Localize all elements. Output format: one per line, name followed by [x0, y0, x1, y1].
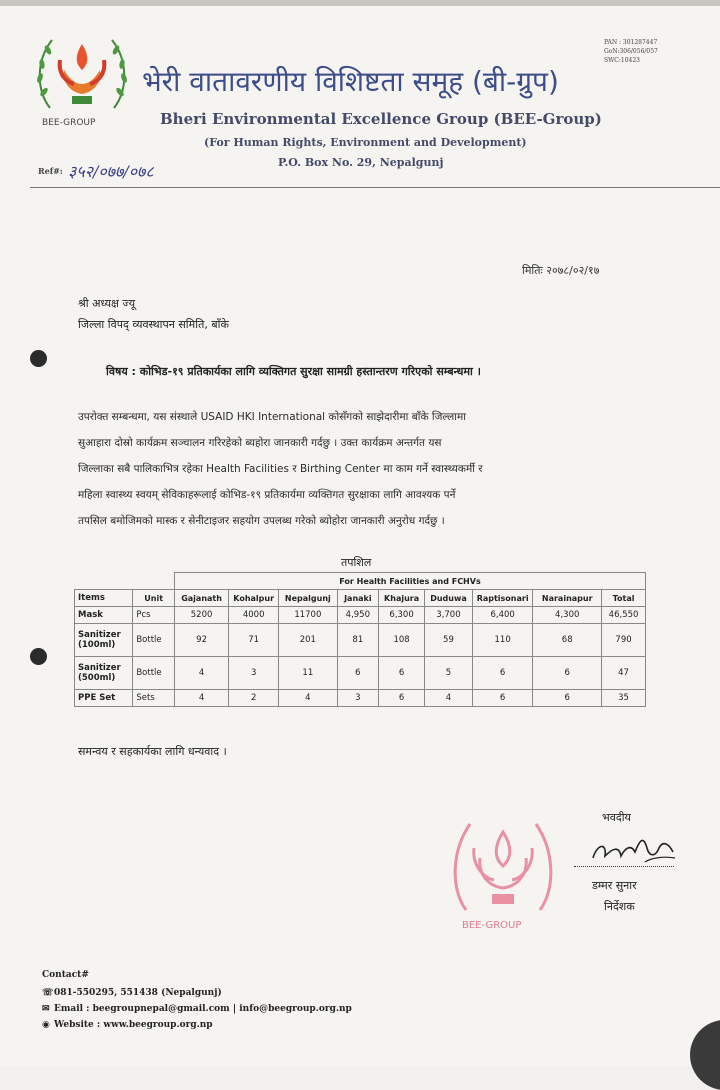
table-cell: 6: [379, 657, 425, 690]
contact-title: Contact#: [42, 970, 89, 980]
table-cell: 4000: [229, 607, 279, 624]
org-name-nepali: भेरी वातावरणीय विशिष्टता समूह (बी-ग्रुप): [142, 65, 559, 98]
table-cell: 2: [229, 690, 279, 707]
row-unit: Bottle: [133, 657, 175, 690]
recipient-line: श्री अध्यक्ष ज्यू: [78, 297, 136, 310]
table-header-row: [75, 590, 646, 607]
table-cell: 5: [425, 657, 473, 690]
table-cell: 6,400: [472, 607, 532, 624]
contact-phone: 081-550295, 551438 (Nepalgunj): [54, 988, 222, 998]
col-header: Duduwa: [425, 590, 473, 607]
organization-logo-icon: [30, 30, 134, 116]
table-cell: 68: [533, 624, 602, 657]
body-line: उपरोक्त सम्बन्धमा, यस संस्थाले USAID HKI International कोसँगको साझेदारीमा बाँके जिल्लामा: [78, 411, 466, 423]
table-cell: 108: [379, 624, 425, 657]
col-header: Gajanath: [175, 590, 229, 607]
signature-line: [574, 866, 674, 867]
signer-title: निर्देशक: [604, 900, 635, 913]
table-cell: 6: [472, 690, 532, 707]
table-row: [75, 690, 646, 707]
ref-number: ३५२/०७७/०७८: [68, 162, 154, 181]
table-group-header-row: [75, 573, 646, 590]
table-cell: 11700: [279, 607, 337, 624]
org-name-english: Bheri Environmental Excellence Group (BEE-Group): [160, 110, 602, 128]
table-cell: 6: [472, 657, 532, 690]
row-item: PPE Set: [75, 690, 133, 707]
table-cell: 4: [175, 690, 229, 707]
header-divider: [30, 187, 720, 188]
contact-website: Website : www.beegroup.org.np: [54, 1020, 213, 1030]
col-header: Nepalgunj: [279, 590, 337, 607]
col-header: Unit: [133, 590, 175, 607]
letter-date: मितिः २०७८/०२/१७: [522, 264, 600, 277]
top-edge: [0, 0, 720, 6]
row-unit: Sets: [133, 690, 175, 707]
table-cell: 81: [337, 624, 379, 657]
table-row: [75, 624, 646, 657]
globe-icon: ◉: [42, 1020, 50, 1030]
table-cell: 4: [425, 690, 473, 707]
contact-phone-line: [42, 988, 222, 998]
row-item: Sanitizer (100ml): [75, 624, 133, 657]
mail-icon: ✉: [42, 1004, 50, 1014]
ref-label: Ref#:: [38, 166, 63, 176]
signoff: भवदीय: [602, 811, 631, 824]
table-cell: 6: [533, 690, 602, 707]
recipient-org-line: जिल्ला विपद् व्यवस्थापन समिति, बाँके: [78, 318, 229, 331]
col-header: Items: [75, 590, 133, 607]
signer-name: डम्मर सुनार: [592, 879, 637, 892]
table-cell: 3: [337, 690, 379, 707]
table-cell: 6,300: [379, 607, 425, 624]
table-cell: 790: [602, 624, 646, 657]
thumb-shadow: [690, 1020, 720, 1090]
registration-numbers: [604, 38, 658, 65]
org-address: P.O. Box No. 29, Nepalgunj: [278, 156, 444, 169]
table-cell: 92: [175, 624, 229, 657]
table-cell: 4: [175, 657, 229, 690]
organization-stamp-icon: [448, 814, 558, 920]
col-header: Total: [602, 590, 646, 607]
table-cell: 4: [279, 690, 337, 707]
table-cell: 4,300: [533, 607, 602, 624]
swc-line: SWC:10423: [604, 57, 640, 64]
table-cell: 6: [337, 657, 379, 690]
table-cell: 3: [229, 657, 279, 690]
row-unit: Pcs: [133, 607, 175, 624]
body-line: जिल्लाका सबै पालिकाभित्र रहेका Health Facilities र Birthing Center मा काम गर्ने स्वास्थ्यकर्मी र: [78, 463, 483, 475]
col-header: Narainapur: [533, 590, 602, 607]
table-cell: 59: [425, 624, 473, 657]
body-line: तपसिल बमोजिमको मास्क र सेनीटाइजर सहयोग उपलब्ध गरेको ब्योहोरा जानकारी अनुरोध गर्दछु ।: [78, 515, 445, 527]
stamp-label: BEE-GROUP: [462, 920, 522, 931]
logo-label: BEE-GROUP: [42, 118, 96, 128]
table-cell: 6: [533, 657, 602, 690]
letter-subject: विषय : कोभिड-१९ प्रतिकार्यका लागि व्यक्तिगत सुरक्षा सामग्री हस्तान्तरण गरिएको सम्बन्धमा ।: [106, 365, 481, 378]
table-cell: 3,700: [425, 607, 473, 624]
col-header: Kohalpur: [229, 590, 279, 607]
col-header: Raptisonari: [472, 590, 532, 607]
row-unit: Bottle: [133, 624, 175, 657]
table-cell: 47: [602, 657, 646, 690]
body-line: महिला स्वास्थ्य स्वयम् सेविकाहरूलाई कोभिड-१९ प्रतिकार्यमा व्यक्तिगत सुरक्षाका लागि आवश्यक पर्ने: [78, 489, 456, 501]
table-row: [75, 607, 646, 624]
col-header: Khajura: [379, 590, 425, 607]
table-cell: 11: [279, 657, 337, 690]
org-tagline: (For Human Rights, Environment and Development): [204, 136, 527, 149]
phone-icon: ☏: [42, 988, 54, 998]
contact-website-line: [42, 1020, 213, 1030]
table-caption: तपशिल: [341, 556, 372, 569]
closing-line: समन्वय र सहकार्यका लागि धन्यवाद ।: [78, 745, 227, 758]
table-group-header: For Health Facilities and FCHVs: [175, 573, 646, 590]
punch-hole-icon: [30, 648, 47, 665]
pan-line: PAN : 301287447: [604, 39, 658, 46]
row-item: Sanitizer (500ml): [75, 657, 133, 690]
table-cell: 6: [379, 690, 425, 707]
table-cell: 46,550: [602, 607, 646, 624]
table-cell: 5200: [175, 607, 229, 624]
row-item: Mask: [75, 607, 133, 624]
signature-icon: [585, 822, 685, 872]
table-cell: 71: [229, 624, 279, 657]
body-line: सुआहारा दोस्रो कार्यक्रम सञ्चालन गरिरहेको ब्यहोरा जानकारी गर्दछु । उक्त कार्यक्रम अन्तर्गत यस: [78, 437, 442, 449]
contact-email-line: [42, 1004, 352, 1014]
col-header: Janaki: [337, 590, 379, 607]
table-cell: 4,950: [337, 607, 379, 624]
punch-hole-icon: [30, 350, 47, 367]
distribution-table: [74, 572, 646, 707]
table-row: [75, 657, 646, 690]
gon-line: GoN:306/056/057: [604, 48, 658, 55]
contact-email: Email : beegroupnepal@gmail.com | info@beegroup.org.np: [54, 1004, 352, 1014]
table-cell: 201: [279, 624, 337, 657]
table-cell: 35: [602, 690, 646, 707]
table-cell: 110: [472, 624, 532, 657]
